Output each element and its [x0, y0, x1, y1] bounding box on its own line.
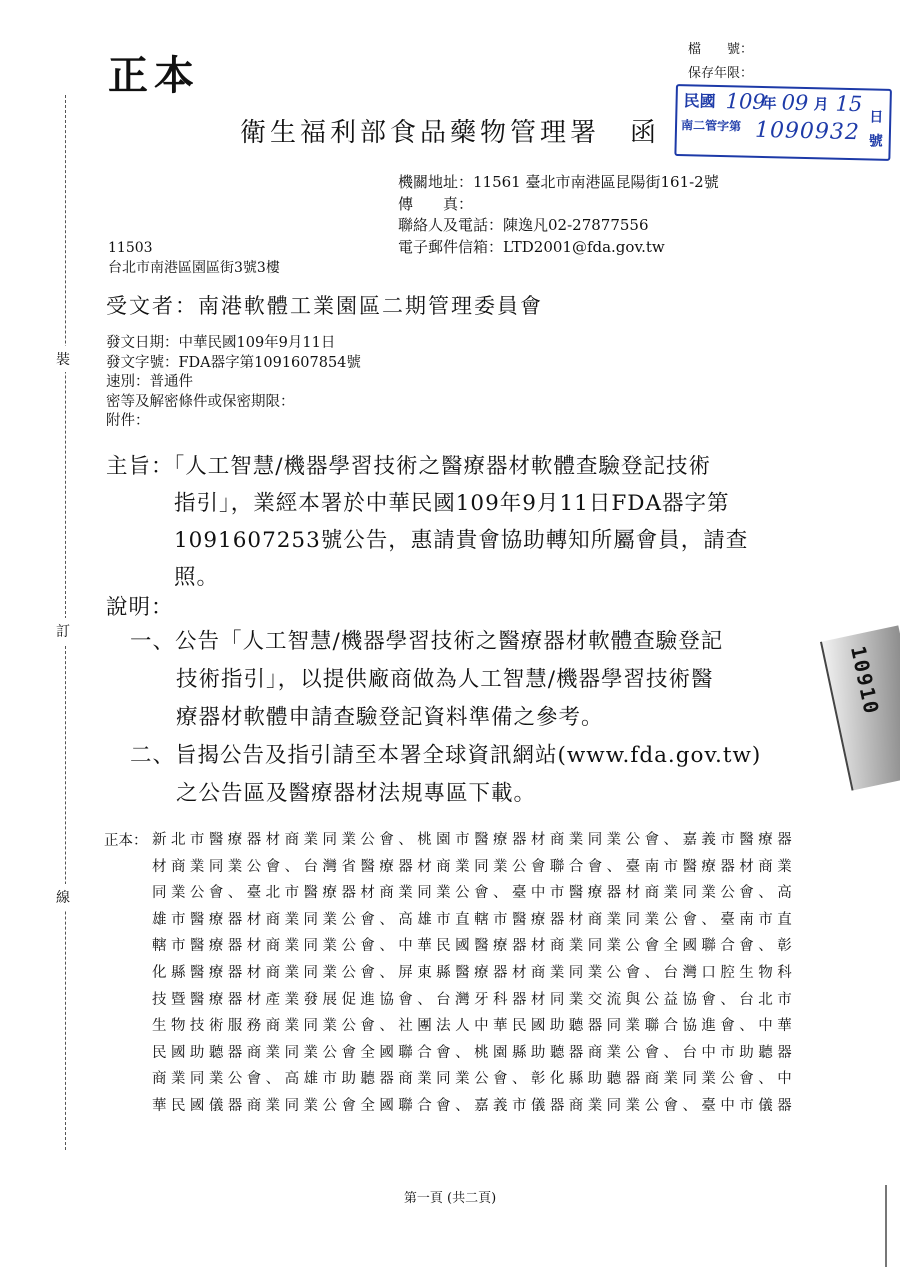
subject-section — [106, 448, 748, 596]
copy-type-label: 正本 — [108, 52, 200, 99]
stamp-number-label: 南二管字第 — [680, 118, 742, 134]
attachments: 附件： — [106, 413, 150, 429]
file-number-field: 檔 號： — [688, 42, 754, 57]
stamp-day: 15 — [835, 91, 863, 117]
contact-person-phone: 聯絡人及電話：陳逸凡02-27877556 — [398, 216, 649, 234]
item-line: 療器材軟體申請查驗登記資料準備之參考。 — [176, 705, 604, 730]
recipient-address: 台北市南港區園區街3號3樓 — [108, 260, 280, 276]
stamp-year-unit: 年 — [761, 93, 777, 113]
recipient-address-block — [108, 238, 280, 278]
explanation-heading: 說明： — [106, 595, 174, 620]
cc-line: 華民國儀器商業同業公會全國聯合會、嘉義市儀器商業同業公會、臺中市儀器 — [152, 1097, 792, 1114]
agency-address: 機關地址：11561 臺北市南港區昆陽街161-2號 — [398, 173, 719, 191]
binding-mark-staple: 訂 — [56, 618, 70, 644]
issue-date: 發文日期：中華民國109年9月11日 — [106, 335, 336, 351]
stamp-year: 109 — [725, 89, 766, 115]
cc-line: 材商業同業公會、台灣省醫療器材商業同業公會聯合會、臺南市醫療器材商業 — [152, 858, 792, 875]
item-line: 技術指引」，以提供廠商做為人工智慧/機器學習技術醫 — [176, 667, 714, 692]
recipient-line: 受文者：南港軟體工業園區二期管理委員會 — [106, 294, 543, 318]
explanation-item-2 — [130, 737, 761, 813]
contact-block — [398, 172, 719, 258]
cc-line: 化縣醫療器材商業同業公會、屏東縣醫療器材商業同業公會、台灣口腔生物科 — [152, 964, 792, 981]
secrecy-level: 密等及解密條件或保密期限： — [106, 393, 295, 410]
cc-line: 同業公會、臺北市醫療器材商業同業公會、臺中市醫療器材商業同業公會、高 — [152, 885, 792, 902]
retention-period-field: 保存年限： — [688, 66, 754, 81]
page-number: 第一頁 (共二頁) — [403, 1191, 497, 1206]
stamp-day-unit: 日 — [869, 109, 884, 126]
subject-line: 照。 — [174, 565, 220, 590]
cc-line: 雄市醫療器材商業同業公會、高雄市直轄市醫療器材商業同業公會、臺南市直 — [152, 911, 792, 928]
item-line: 二、旨揭公告及指引請至本署全球資訊網站(www.fda.gov.tw) — [130, 743, 762, 768]
cc-label: 正本： — [104, 833, 148, 849]
subject-line: 指引」，業經本署於中華民國109年9月11日FDA器字第 — [174, 491, 730, 516]
stamp-month: 09 — [781, 90, 809, 116]
binding-mark-line: 線 — [56, 884, 70, 910]
stamp-roc-label: 民國 — [683, 91, 716, 111]
archive-fields — [688, 38, 753, 86]
stamp-month-unit: 月 — [813, 95, 829, 114]
cc-line: 商業同業公會、高雄市助聽器商業同業公會、彰化縣助聽器商業同業公會、中 — [152, 1071, 792, 1088]
side-index-tag — [820, 625, 900, 790]
subject-line: 主旨：「人工智慧/機器學習技術之醫療器材軟體查驗登記技術 — [106, 454, 711, 479]
explanation-item-1 — [130, 623, 723, 737]
cc-line: 轄市醫療器材商業同業公會、中華民國醫療器材商業同業公會全國聯合會、彰 — [152, 938, 792, 955]
fax-field: 傳 真： — [398, 194, 474, 213]
binding-mark-bind: 裝 — [56, 346, 70, 372]
postal-code: 11503 — [108, 240, 153, 256]
document-number: 發文字號：FDA器字第1091607854號 — [106, 354, 361, 371]
contact-email: 電子郵件信箱：LTD2001@fda.gov.tw — [398, 237, 665, 256]
cc-recipients — [152, 827, 792, 1120]
stamp-number: 1090932 — [754, 117, 861, 146]
side-tag-number: 10910 — [845, 643, 885, 718]
cc-line: 技暨醫療器材產業發展促進協會、台灣牙科器材同業交流與公益協會、台北市 — [152, 991, 792, 1008]
subject-line: 1091607253號公告，惠請貴會協助轉知所屬會員，請查 — [174, 528, 749, 553]
item-line: 之公告區及醫療器材法規專區下載。 — [176, 781, 537, 806]
agency-title: 衛生福利部食品藥物管理署 函 — [240, 118, 661, 148]
cc-line: 生物技術服務商業同業公會、社團法人中華民國助聽器同業聯合協進會、中華 — [152, 1018, 792, 1035]
delivery-speed: 速別：普通件 — [106, 374, 193, 390]
receipt-stamp — [674, 84, 892, 161]
stamp-number-unit: 號 — [868, 133, 883, 150]
item-line: 一、公告「人工智慧/機器學習技術之醫療器材軟體查驗登記 — [130, 629, 724, 654]
cc-line: 民國助聽器商業同業公會全國聯合會、桃園縣助聽器商業公會、台中市助聽器 — [152, 1044, 792, 1061]
document-meta — [106, 334, 361, 432]
cc-line: 新北市醫療器材商業同業公會、桃園市醫療器材商業同業公會、嘉義市醫療器 — [152, 832, 792, 848]
